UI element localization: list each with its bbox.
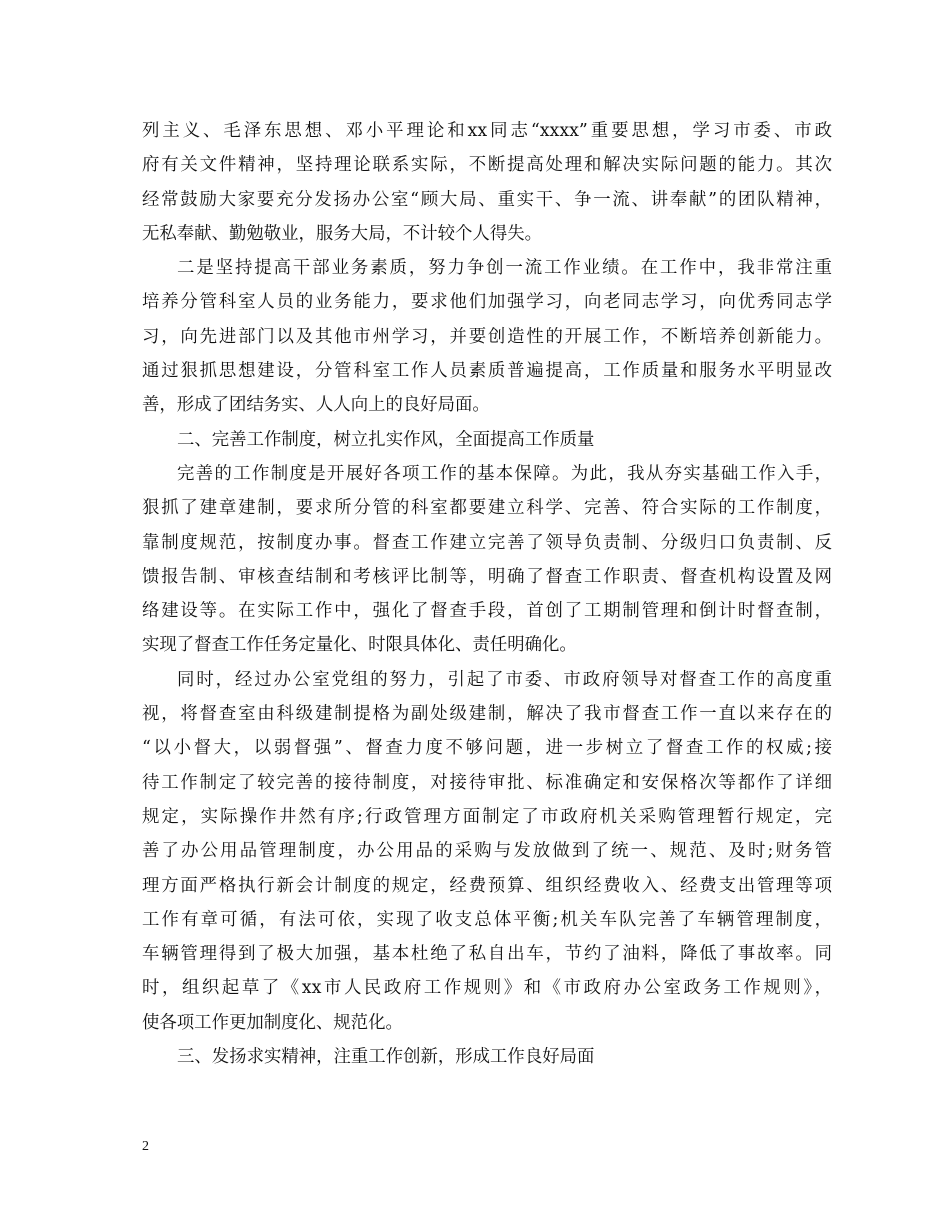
text-line: 馈报告制、审核查结制和考核评比制等，明确了督查工作职责、督查机构设置及网 — [142, 566, 832, 587]
text-line: 狠抓了建章建制，要求所分管的科室都要建立科学、完善、符合实际的工作制度， — [142, 498, 832, 519]
text-line: 经常鼓励大家要充分发扬办公室“顾大局、重实干、争一流、讲奉献”的团队精神， — [142, 189, 832, 210]
text-line: 无私奉献、勤勉敬业，服务大局，不计较个人得失。 — [142, 223, 542, 244]
body-text — [142, 114, 832, 1074]
text-line: 理方面严格执行新会计制度的规定，经费预算、组织经费收入、经费支出管理等项 — [142, 875, 832, 896]
text-line: 使各项工作更加制度化、规范化。 — [142, 1012, 403, 1033]
page-number: 2 — [142, 1139, 149, 1154]
text-line: 视，将督查室由科级建制提格为副处级建制，解决了我市督查工作一直以来存在的 — [142, 704, 832, 725]
text-line: 善，形成了团结务实、人人向上的良好局面。 — [142, 395, 490, 416]
text-line: 完善的工作制度是开展好各项工作的基本保障。为此，我从夯实基础工作入手， — [177, 463, 832, 484]
text-line: 靠制度规范，按制度办事。督查工作建立完善了领导负责制、分级归口负责制、反 — [142, 532, 832, 553]
text-line: “以小督大，以弱督强”、督查力度不够问题，进一步树立了督查工作的权威;接 — [142, 738, 832, 759]
section-heading: 三、发扬求实精神，注重工作创新，形成工作良好局面 — [177, 1047, 595, 1068]
text-line: 时，组织起草了《xx市人民政府工作规则》和《市政府办公室政务工作规则》， — [142, 978, 832, 999]
text-line: 通过狠抓思想建设，分管科室工作人员素质普遍提高，工作质量和服务水平明显改 — [142, 361, 832, 382]
text-line: 待工作制定了较完善的接待制度，对接待审批、标准确定和安保格次等都作了详细 — [142, 772, 832, 793]
text-line: 络建设等。在实际工作中，强化了督查手段，首创了工期制管理和倒计时督查制， — [142, 601, 832, 622]
text-line: 车辆管理得到了极大加强，基本杜绝了私自出车，节约了油料，降低了事故率。同 — [142, 944, 832, 965]
text-line: 习，向先进部门以及其他市州学习，并要创造性的开展工作，不断培养创新能力。 — [142, 326, 832, 347]
text-line: 善了办公用品管理制度，办公用品的采购与发放做到了统一、规范、及时;财务管 — [142, 841, 832, 862]
text-line: 府有关文件精神，坚持理论联系实际，不断提高处理和解决实际问题的能力。其次 — [142, 155, 832, 176]
text-line: 同时，经过办公室党组的努力，引起了市委、市政府领导对督查工作的高度重 — [177, 669, 832, 690]
text-line: 实现了督查工作任务定量化、时限具体化、责任明确化。 — [142, 635, 577, 656]
text-line: 培养分管科室人员的业务能力，要求他们加强学习，向老同志学习，向优秀同志学 — [142, 292, 832, 313]
text-line: 二是坚持提高干部业务素质，努力争创一流工作业绩。在工作中，我非常注重 — [177, 258, 832, 279]
text-line: 列主义、毛泽东思想、邓小平理论和xx同志“xxxx”重要思想，学习市委、市政 — [142, 121, 832, 141]
section-heading: 二、完善工作制度，树立扎实作风，全面提高工作质量 — [177, 429, 595, 450]
text-line: 工作有章可循，有法可依，实现了收支总体平衡;机关车队完善了车辆管理制度， — [142, 909, 832, 930]
text-line: 规定，实际操作井然有序;行政管理方面制定了市政府机关采购管理暂行规定，完 — [142, 806, 832, 827]
